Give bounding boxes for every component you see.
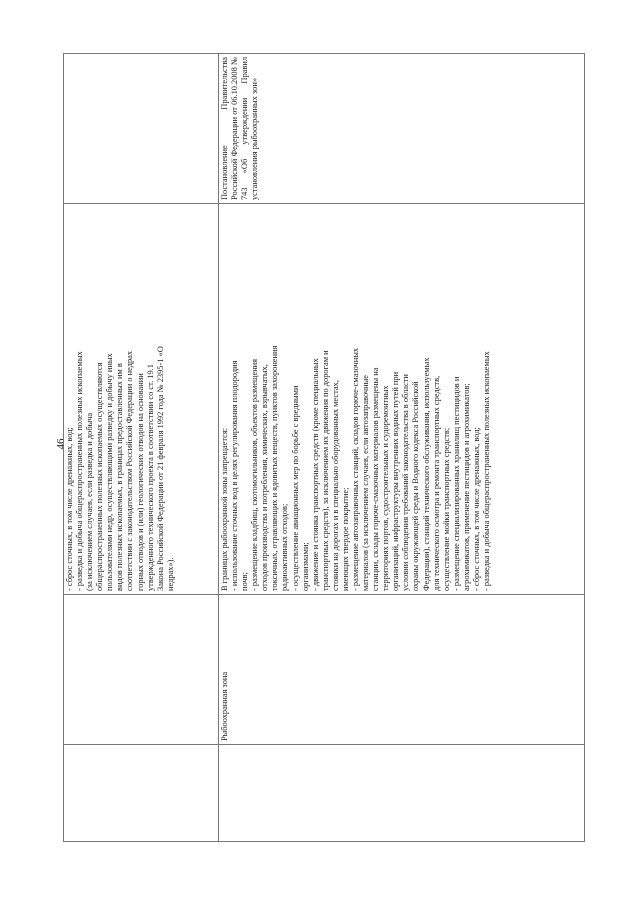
text-line: соответствии с законодательством Российской Федерации о недрах xyxy=(125,350,135,591)
text-line: условии соблюдения требований законодательства в области xyxy=(401,374,411,591)
text-line: - размещение специализированных хранилищ пестицидов и xyxy=(451,376,461,591)
table-row xyxy=(64,54,219,842)
text-line: - сброс сточных, в том числе дренажных, вод; xyxy=(471,427,481,591)
text-line: станции, склады горюче-смазочных материалов размещены на xyxy=(371,367,381,591)
text-line: - движение и стоянка транспортных средств (кроме специальных xyxy=(310,358,320,591)
text-line: агрохимикатов, применение пестицидов и агрохимикатов; xyxy=(461,383,471,591)
text-line: радиоактивных отходов; xyxy=(280,503,290,591)
restrictions-table xyxy=(63,53,585,842)
text-line: отходов производства и потребления, химических, взрывчатых, xyxy=(260,364,270,591)
text-line: общераспространенных полезных ископаемых осуществляются xyxy=(95,362,105,591)
restrictions-cell xyxy=(64,204,219,595)
text-line: - осуществление авиационных мер по борьбе с вредными xyxy=(290,385,300,591)
row-number-cell xyxy=(219,745,585,842)
text-line: горных отводов и (или) геологических отводов на основании xyxy=(135,373,145,591)
restrictions-text xyxy=(65,207,176,591)
text-line: видов полезных ископаемых, в границах предоставленных им в xyxy=(115,363,125,591)
table-row xyxy=(219,54,585,842)
text-line: утвержденного технического проекта в соответствии со ст. 19.1 xyxy=(145,364,155,591)
text-line: для технического осмотра и ремонта транспортных средств, xyxy=(431,375,441,591)
text-line: - размещение кладбищ, скотомогильников, объектов размещения xyxy=(250,358,260,591)
text-line: - сброс сточных, в том числе дренажных, вод; xyxy=(65,427,74,591)
restrictions-cell xyxy=(219,204,585,595)
text-line: материалов (за исключением случаев, если автозаправочные xyxy=(361,375,371,591)
row-number-cell xyxy=(64,745,219,842)
legal-basis-cell xyxy=(64,54,219,204)
legal-basis-cell xyxy=(219,54,585,204)
text-line: - разведка и добыча общераспространенных полезных ископаемых xyxy=(482,351,492,591)
text-line: осуществление мойки транспортных средств; xyxy=(441,427,451,591)
page-number: 46 xyxy=(55,438,67,450)
text-line: (за исключением случаев, если разведка и добыча xyxy=(85,412,95,591)
text-line: - использование сточных вод в целях регулирования плодородия xyxy=(230,360,240,591)
text-line: Закона Российской Федерации от 21 февраля 1992 года № 2395-1 «О xyxy=(155,346,165,591)
text-line: недрах»). xyxy=(165,557,175,591)
restrictions-table-wrapper xyxy=(63,54,584,842)
zone-name: Рыбоохранная зона xyxy=(220,671,229,741)
text-line: организмами; xyxy=(300,542,310,591)
text-line: транспортных средств), за исключением их движения по дорогам и xyxy=(320,350,330,591)
text-line: охраны окружающей среды и Водного кодекса Российской xyxy=(411,381,421,591)
text-line: - разведка и добыча общераспространенных полезных ископаемых xyxy=(75,351,85,591)
text-line: Федерации), станций технического обслуживания, используемых xyxy=(421,357,431,591)
text-line: почв; xyxy=(240,572,250,591)
text-line: стоянки на дорогах и в специально оборудованных местах, xyxy=(330,380,340,591)
restrictions-text xyxy=(220,207,492,591)
text-line: пользователями недр, осуществляющими разведку и добычу иных xyxy=(105,353,115,591)
text-line: территориях портов, судостроительных и судоремонтных xyxy=(381,385,391,591)
text-line: имеющих твердое покрытие; xyxy=(340,487,350,591)
text-line: В границах рыбоохранной зоны запрещается: xyxy=(220,427,229,591)
text-line: организаций, инфраструктуры внутренних водных путей при xyxy=(391,371,401,591)
text-line: - размещение автозаправочных станций, складов горюче-смазочных xyxy=(351,347,361,591)
zone-name-cell xyxy=(219,595,585,745)
legal-basis-text: Постановление Правительства Российской Федерации от 06.10.2008 № 743 «Об утверждении Правил установления рыбоохранных зон» xyxy=(220,57,260,200)
zone-name-cell xyxy=(64,595,219,745)
text-line: токсичных, отравляющих и ядовитых веществ, пунктов захоронения xyxy=(270,345,280,591)
